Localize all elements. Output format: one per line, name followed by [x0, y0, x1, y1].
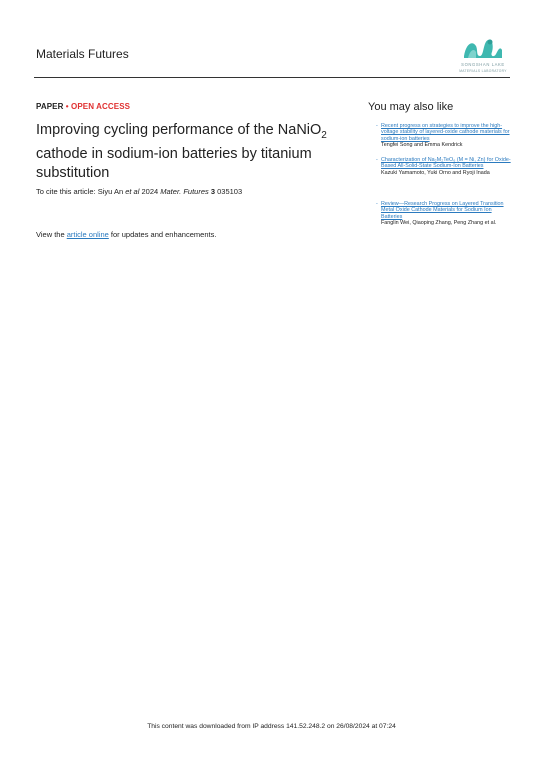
- journal-logo: [456, 34, 510, 76]
- related-article-link[interactable]: Recent progress on strategies to improve the high-voltage stability of layered-oxide cathode materials for sodium-ion batteries: [381, 123, 510, 142]
- view-prefix: View the: [36, 230, 67, 239]
- kicker-paper: PAPER: [36, 102, 64, 111]
- cite-number: 035103: [215, 187, 243, 196]
- header-divider: [34, 77, 510, 78]
- title-part2: cathode in sodium-ion batteries by titanium substitution: [36, 145, 312, 181]
- logo-text-line2: MATERIALS LABORATORY: [459, 69, 507, 73]
- cite-volume: 3: [210, 187, 216, 196]
- cite-journal: Mater. Futures: [160, 187, 209, 196]
- related-article-authors: Fanglin Wei, Qiaoping Zhang, Peng Zhang et al.: [381, 220, 497, 227]
- title-part1: Improving cycling performance of the NaNiO: [36, 122, 322, 138]
- kicker-open-access: OPEN ACCESS: [71, 102, 131, 111]
- related-article-2: [376, 157, 511, 176]
- related-article-authors: Tengfei Song and Emma Kendrick: [381, 142, 463, 149]
- citation-line: [36, 187, 336, 196]
- related-bullet: -: [376, 201, 378, 207]
- related-article-link[interactable]: Characterization of Na₂M₂TeO₆ (M = Ni, Zn) for Oxide-Based All-Solid-State Sodium-Ion Batteries: [381, 157, 511, 170]
- kicker-separator: •: [65, 102, 69, 111]
- related-bullet: -: [376, 157, 378, 163]
- logo-mark-icon: [464, 40, 502, 59]
- cite-etal: et al: [125, 187, 140, 196]
- article-title: [36, 121, 336, 183]
- related-article-authors: Kazuki Yamamoto, Yuki Orno and Ryoji Inada: [381, 169, 490, 176]
- journal-name: Materials Futures: [36, 47, 129, 61]
- related-bullet: -: [376, 123, 378, 129]
- title-subscript: 2: [321, 129, 327, 141]
- related-article-link[interactable]: Review—Research Progress on Layered Transition Metal Oxide Cathode Materials for Sodium Ion Batteries: [381, 201, 504, 220]
- cite-year: 2024: [139, 187, 161, 196]
- view-online-line: [36, 230, 216, 239]
- view-suffix: for updates and enhancements.: [108, 230, 217, 239]
- cite-prefix: To cite this article: Siyu An: [36, 187, 126, 196]
- you-may-also-like-heading: You may also like: [368, 101, 454, 113]
- related-article-3: [376, 201, 511, 227]
- download-footer: This content was downloaded from IP address 141.52.248.2 on 26/08/2024 at 07:24: [147, 723, 396, 730]
- article-kicker: [36, 102, 130, 111]
- logo-text-line1: SONGSHAN LAKE: [461, 62, 505, 67]
- article-online-link[interactable]: article online: [66, 230, 109, 239]
- related-article-1: [376, 123, 511, 149]
